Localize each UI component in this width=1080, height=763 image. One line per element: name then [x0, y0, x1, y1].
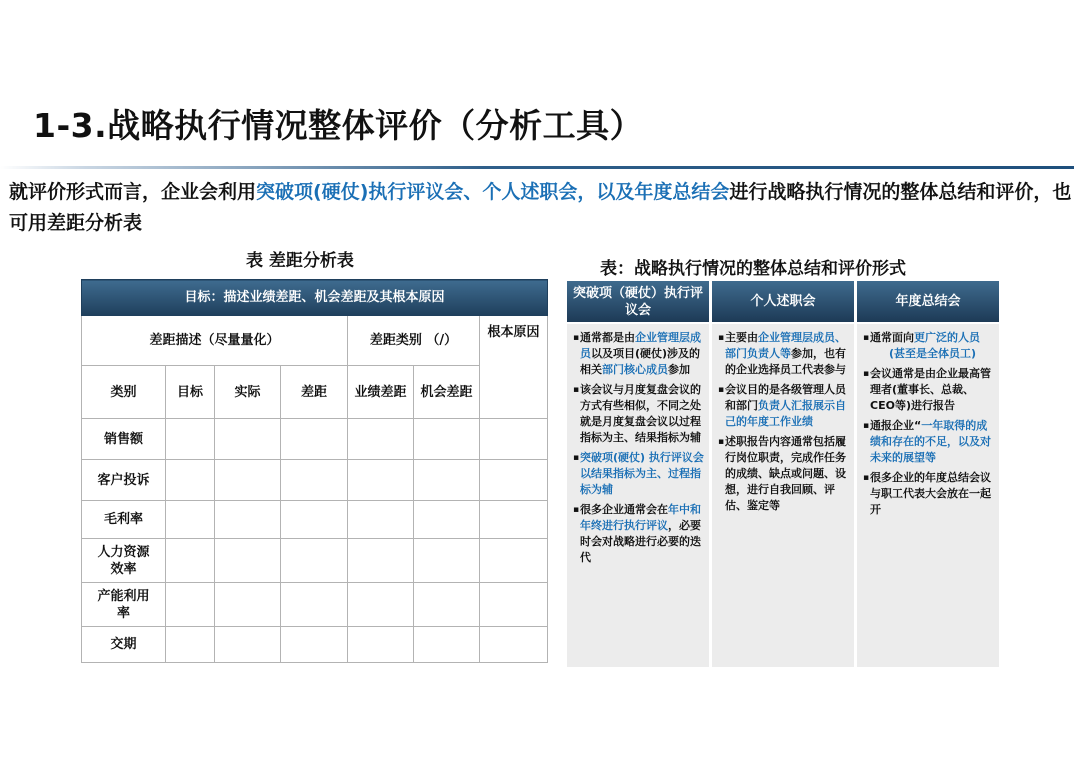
- intro-highlight-gap: 差距分析表: [47, 212, 143, 234]
- table-cell[interactable]: [480, 627, 548, 663]
- bullet-icon: ▪: [573, 505, 580, 515]
- item-highlight: 部门核心成员: [602, 363, 668, 376]
- table-row: [82, 419, 548, 460]
- column-header: 目标: [166, 366, 215, 419]
- table-cell[interactable]: [480, 501, 548, 539]
- item-highlight: 更广泛的人员: [914, 331, 980, 344]
- table-cell[interactable]: [414, 501, 480, 539]
- column-header: 类别: [82, 366, 166, 419]
- item-text: 以及项目(硬仗)涉及的相关: [580, 347, 701, 376]
- item-text: 述职报告内容通常包括履行岗位职责，完成作任务的成绩、缺点或问题、设想，进行自我回顾、评估、鉴定等: [725, 435, 846, 512]
- item-highlight: 企业管理层成员: [580, 331, 701, 360]
- table-row: [82, 627, 548, 663]
- item-text: 通常面向: [870, 331, 914, 344]
- item-text: 会议目的是各级管理人员和部门: [725, 383, 846, 412]
- table-cell[interactable]: [348, 501, 414, 539]
- personal-report-header: 个人述职会: [712, 281, 854, 322]
- table-cell[interactable]: [414, 583, 480, 627]
- item-highlight: 负责人汇报展示自己的年度工作业绩: [725, 399, 846, 428]
- bullet-icon: ▪: [863, 333, 870, 343]
- table-row: [82, 539, 548, 583]
- intro-text: 进行战略执行情况的整体总结和评价，也可用: [9, 181, 1072, 234]
- row-label: 毛利率: [82, 501, 166, 539]
- gap-table-caption: 表 差距分析表: [246, 251, 354, 271]
- list-item: [573, 330, 705, 378]
- title-divider: [0, 166, 1074, 169]
- table-row: [82, 460, 548, 501]
- gap-description-header: 差距描述（尽量量化）: [82, 316, 348, 366]
- table-cell[interactable]: [166, 539, 215, 583]
- table-cell[interactable]: [414, 460, 480, 501]
- table-cell[interactable]: [281, 501, 348, 539]
- bullet-icon: ▪: [718, 437, 725, 447]
- table-cell[interactable]: [480, 419, 548, 460]
- table-cell[interactable]: [281, 419, 348, 460]
- list-item: [718, 434, 850, 514]
- item-highlight: 一年取得的成绩和存在的不足，以及对未来的展望等: [870, 419, 991, 464]
- table-cell[interactable]: [414, 419, 480, 460]
- table-row: [82, 501, 548, 539]
- table-cell[interactable]: [414, 627, 480, 663]
- list-item: [718, 382, 850, 430]
- table-cell[interactable]: [215, 419, 281, 460]
- table-cell[interactable]: [348, 583, 414, 627]
- table-cell[interactable]: [215, 583, 281, 627]
- table-cell[interactable]: [166, 460, 215, 501]
- table-cell[interactable]: [414, 539, 480, 583]
- table-cell[interactable]: [215, 460, 281, 501]
- table-cell[interactable]: [281, 583, 348, 627]
- table-cell[interactable]: [166, 583, 215, 627]
- table-cell[interactable]: [480, 583, 548, 627]
- table-cell[interactable]: [348, 460, 414, 501]
- bullet-icon: ▪: [863, 473, 870, 483]
- column-header: 实际: [215, 366, 281, 419]
- list-item: [863, 366, 995, 414]
- table-cell[interactable]: [480, 539, 548, 583]
- column-header: 业绩差距: [348, 366, 414, 419]
- table-cell[interactable]: [215, 627, 281, 663]
- row-label: 产能利用率: [82, 583, 166, 627]
- list-item: [863, 470, 995, 518]
- table-cell[interactable]: [166, 627, 215, 663]
- table-cell[interactable]: [480, 460, 548, 501]
- bullet-icon: ▪: [718, 385, 725, 395]
- breakthrough-review-column: [567, 281, 709, 665]
- intro-highlight-meetings: 突破项(硬仗)执行评议会、个人述职会，以及年度总结会: [256, 181, 730, 203]
- table-cell[interactable]: [166, 501, 215, 539]
- item-text: 通常都是由: [580, 331, 635, 344]
- item-text: 通报企业“: [870, 419, 922, 432]
- table-row: [82, 583, 548, 627]
- list-item: [573, 450, 705, 498]
- item-highlight: 年中和年终进行执行评议: [580, 503, 701, 532]
- breakthrough-review-header: 突破项（硬仗）执行评议会: [567, 281, 709, 322]
- table-cell[interactable]: [166, 419, 215, 460]
- page-title: 1-3.战略执行情况整体评价（分析工具）: [33, 106, 644, 145]
- gap-type-header: 差距类别 （/）: [348, 316, 480, 366]
- list-item: [718, 330, 850, 378]
- item-text: ，必要时会对战略进行必要的迭代: [580, 519, 701, 564]
- table-cell[interactable]: [281, 460, 348, 501]
- item-text: 很多企业的年度总结会议与职工代表大会放在一起开: [870, 471, 991, 516]
- goal-header: 目标：描述业绩差距、机会差距及其根本原因: [82, 280, 548, 316]
- annual-summary-column: [857, 281, 999, 665]
- column-header: 机会差距: [414, 366, 480, 419]
- item-text: 会议通常是由企业最高管理者(董事长、总裁、CEO等)进行报告: [870, 367, 991, 412]
- personal-report-column: [712, 281, 854, 665]
- item-text: 参加: [668, 363, 690, 376]
- intro-text: 就评价形式而言，企业会利用: [9, 181, 257, 203]
- row-label: 交期: [82, 627, 166, 663]
- personal-report-body: [712, 324, 854, 667]
- bullet-icon: ▪: [573, 333, 580, 343]
- table-cell[interactable]: [281, 627, 348, 663]
- list-item: [863, 330, 995, 362]
- bullet-icon: ▪: [863, 369, 870, 379]
- item-text: 参加，也有的企业选择员工代表参与: [725, 347, 846, 376]
- list-item: [573, 382, 705, 446]
- item-text: 该会议与月度复盘会议的方式有些相似，不同之处就是月度复盘会议以过程指标为主、结果指标为辅: [580, 383, 701, 444]
- evaluation-forms-table: [567, 281, 999, 665]
- bullet-icon: ▪: [863, 421, 870, 431]
- bullet-icon: ▪: [718, 333, 725, 343]
- table-cell[interactable]: [348, 539, 414, 583]
- bullet-icon: ▪: [573, 385, 580, 395]
- annual-summary-body: [857, 324, 999, 667]
- table-cell[interactable]: [348, 419, 414, 460]
- breakthrough-review-body: [567, 324, 709, 667]
- item-highlight: (甚至是全体员工): [888, 347, 977, 360]
- forms-table-caption: 表：战略执行情况的整体总结和评价形式: [600, 259, 906, 279]
- list-item: [863, 418, 995, 466]
- item-highlight: 突破项(硬仗) 执行评议会以结果指标为主、过程指标为辅: [580, 451, 704, 496]
- table-cell[interactable]: [348, 627, 414, 663]
- list-item: [573, 502, 705, 566]
- table-cell[interactable]: [215, 539, 281, 583]
- bullet-icon: ▪: [573, 453, 580, 463]
- table-cell[interactable]: [281, 539, 348, 583]
- row-label: 人力资源效率: [82, 539, 166, 583]
- gap-analysis-table: [81, 279, 548, 663]
- row-label: 销售额: [82, 419, 166, 460]
- root-cause-header: 根本原因: [480, 316, 548, 419]
- row-label: 客户投诉: [82, 460, 166, 501]
- intro-paragraph: [9, 177, 1075, 239]
- column-header: 差距: [281, 366, 348, 419]
- item-highlight: 企业管理层成员、部门负责人等: [725, 331, 846, 360]
- table-cell[interactable]: [215, 501, 281, 539]
- item-text: 很多企业通常会在: [580, 503, 668, 516]
- annual-summary-header: 年度总结会: [857, 281, 999, 322]
- item-text: 主要由: [725, 331, 758, 344]
